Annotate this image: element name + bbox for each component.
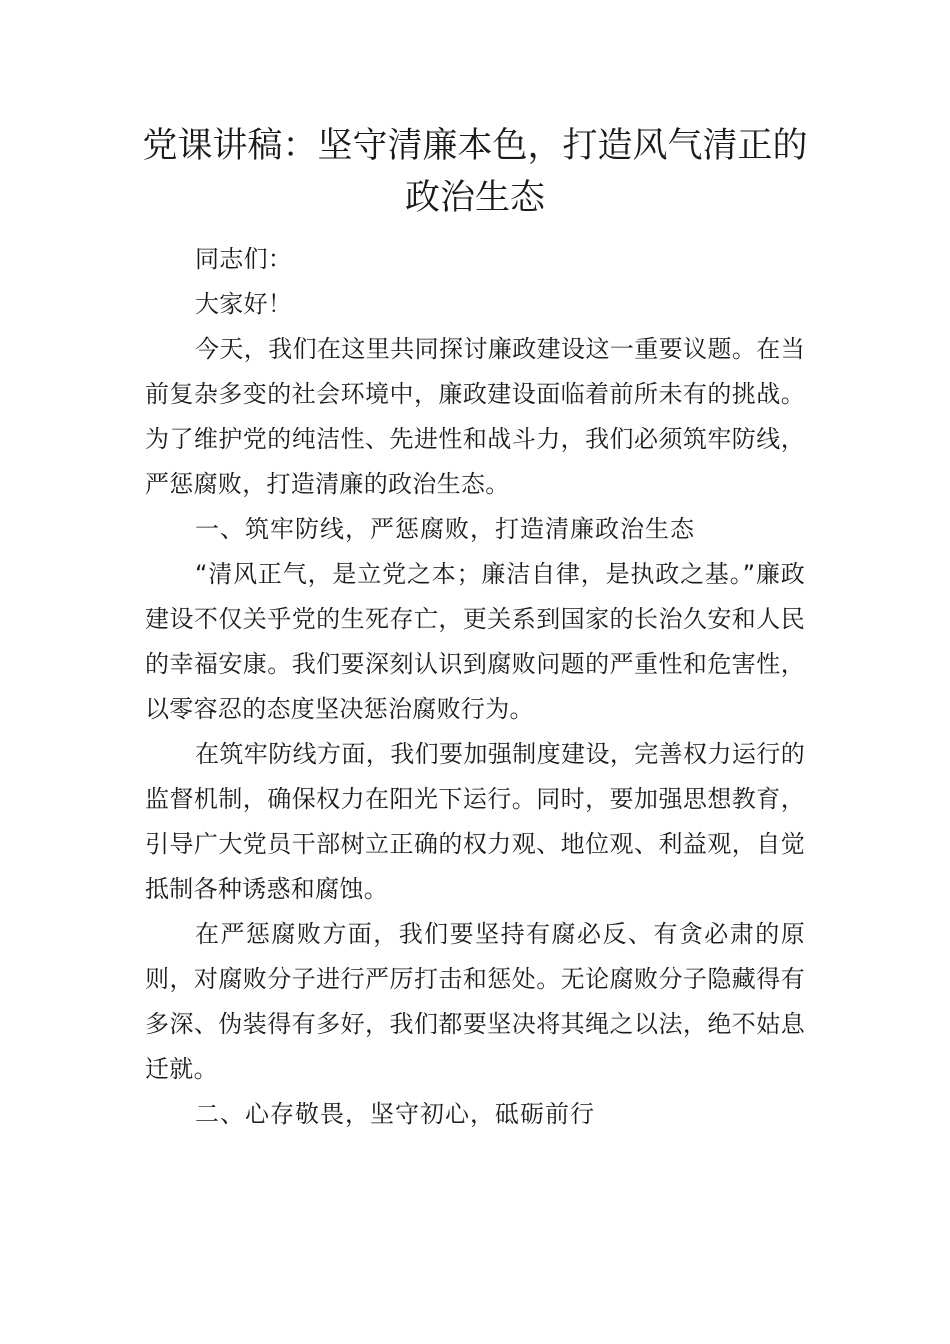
body-paragraph: “清风正气，是立党之本；廉洁自律，是执政之基。”廉政建设不仅关乎党的生死存亡，更关系到国家的长治久安和人民的幸福安康。我们要深刻认识到腐败问题的严重性和危害性，以零容忍的态度坚决惩治腐败行为。 <box>145 560 805 723</box>
intro-paragraph: 今天，我们在这里共同探讨廉政建设这一重要议题。在当前复杂多变的社会环境中，廉政建设面临着前所未有的挑战。为了维护党的纯洁性、先进性和战斗力，我们必须筑牢防线，严惩腐败，打造清廉的政治生态。 <box>145 335 805 498</box>
section-heading-2: 二、心存敬畏，坚守初心，砥砺前行 <box>195 1100 595 1128</box>
body-paragraph: 在严惩腐败方面，我们要坚持有腐必反、有贪必肃的原则，对腐败分子进行严厉打击和惩处。无论腐败分子隐藏得有多深、伪装得有多好，我们都要坚决将其绳之以法，绝不姑息迁就。 <box>145 920 805 1083</box>
document-body <box>145 237 805 1137</box>
greeting: 大家好！ <box>195 290 293 318</box>
section-heading-1: 一、筑牢防线，严惩腐败，打造清廉政治生态 <box>195 515 695 543</box>
salutation: 同志们： <box>195 245 293 273</box>
document-title: 党课讲稿：坚守清廉本色，打造风气清正的政治生态 <box>142 126 808 218</box>
body-paragraph: 在筑牢防线方面，我们要加强制度建设，完善权力运行的监督机制，确保权力在阳光下运行。同时，要加强思想教育，引导广大党员干部树立正确的权力观、地位观、利益观，自觉抵制各种诱惑和腐蚀。 <box>145 740 805 903</box>
